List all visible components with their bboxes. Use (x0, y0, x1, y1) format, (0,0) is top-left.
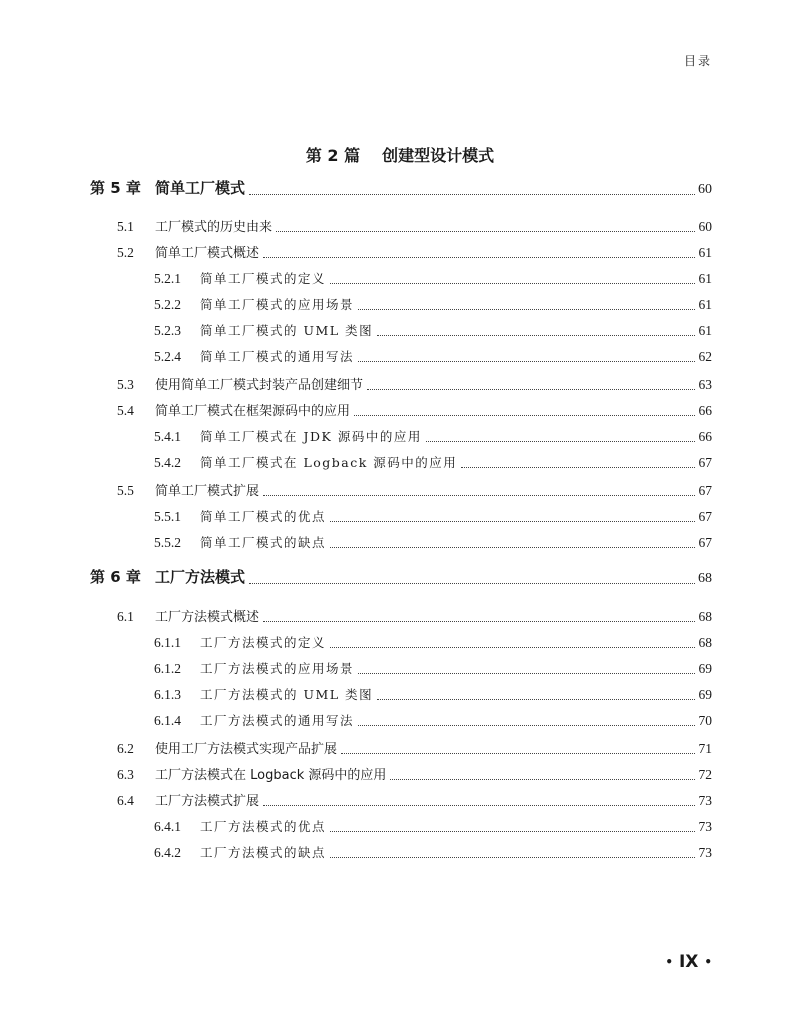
toc-entry-page: 73 (698, 819, 712, 834)
toc-leader-dots (276, 231, 695, 232)
toc-entry-number: 6.1.4 (154, 713, 181, 728)
toc-entry (0, 242, 800, 264)
toc-entry-title: 简单工厂模式的优点 (200, 509, 327, 524)
toc-entry-title: 工厂方法模式的通用写法 (200, 713, 355, 728)
part-name: 创建型设计模式 (382, 146, 495, 165)
toc-entry-title: 简单工厂模式 (155, 179, 246, 197)
part-number: 第 2 篇 (305, 146, 361, 165)
toc-entry-page: 73 (698, 845, 712, 860)
toc-leader-dots (249, 583, 695, 584)
toc-entry-number: 5.3 (117, 377, 134, 392)
toc-entry-title: 工厂方法模式概述 (155, 610, 260, 625)
toc-leader-dots (461, 467, 695, 468)
toc-leader-dots (249, 194, 695, 195)
toc-leader-dots (358, 725, 695, 726)
toc-entry-title: 工厂方法模式的优点 (200, 819, 327, 834)
toc-entry-number: 5.2 (117, 245, 134, 260)
toc-leader-dots (341, 753, 695, 754)
toc-entry-page: 70 (698, 713, 712, 728)
toc-entry-page: 67 (698, 455, 712, 470)
toc-leader-dots (377, 699, 695, 700)
toc-entry-title: 工厂方法模式在 Logback 源码中的应用 (155, 768, 387, 783)
toc-leader-dots (263, 257, 695, 258)
toc-leader-dots (358, 309, 695, 310)
toc-entry-title: 工厂方法模式的缺点 (200, 845, 327, 860)
toc-leader-dots (330, 647, 695, 648)
toc-entry-page: 73 (698, 793, 712, 808)
toc-leader-dots (330, 857, 695, 858)
toc-entry (0, 374, 800, 396)
toc-entry-page: 71 (698, 741, 712, 756)
toc-entry-title: 工厂方法模式的定义 (200, 635, 327, 650)
toc-entry-title: 使用简单工厂模式封装产品创建细节 (155, 378, 364, 393)
toc-entry (0, 842, 800, 864)
toc-entry-number: 5.4.1 (154, 429, 181, 444)
toc-entry-number: 5.2.4 (154, 349, 181, 364)
toc-entry (0, 400, 800, 422)
toc-entry-number: 6.1 (117, 609, 134, 624)
toc-entry (0, 320, 800, 342)
toc-entry-number: 5.1 (117, 219, 134, 234)
toc-entry-title: 简单工厂模式的缺点 (200, 535, 327, 550)
toc-entry-title: 简单工厂模式的 UML 类图 (200, 323, 374, 338)
toc-entry (0, 738, 800, 760)
toc-entry-page: 69 (698, 661, 712, 676)
toc-entry-number: 5.5 (117, 483, 134, 498)
toc-entry-page: 61 (698, 297, 712, 312)
toc-entry (0, 532, 800, 554)
toc-entry-title: 简单工厂模式的应用场景 (200, 297, 355, 312)
toc-entry-page: 69 (698, 687, 712, 702)
toc-entry (0, 216, 800, 238)
toc-leader-dots (263, 495, 695, 496)
toc-entry-page: 62 (698, 349, 712, 364)
toc-entry (0, 452, 800, 474)
toc-leader-dots (330, 831, 695, 832)
toc-leader-dots (263, 805, 695, 806)
toc-entry-title: 简单工厂模式的定义 (200, 271, 327, 286)
toc-entry-number: 5.2.1 (154, 271, 181, 286)
toc-entry-title: 工厂方法模式扩展 (155, 794, 260, 809)
toc-entry-title: 工厂模式的历史由来 (155, 220, 273, 235)
toc-entry-title: 简单工厂模式在 JDK 源码中的应用 (200, 429, 422, 444)
toc-leader-dots (367, 389, 695, 390)
toc-leader-dots (390, 779, 695, 780)
toc-entry-number: 5.5.2 (154, 535, 181, 550)
toc-entry-page: 61 (698, 245, 712, 260)
toc-entry-title: 工厂方法模式的 UML 类图 (200, 687, 374, 702)
toc-entry-page: 60 (698, 182, 712, 197)
toc-entry-number: 5.4 (117, 403, 134, 418)
toc-entry-number: 5.2.3 (154, 323, 181, 338)
toc-entry-number: 6.2 (117, 741, 134, 756)
toc-leader-dots (426, 441, 695, 442)
toc-leader-dots (358, 673, 695, 674)
toc-entry-page: 61 (698, 271, 712, 286)
toc-leader-dots (354, 415, 695, 416)
footer-bullet-left: • (665, 955, 674, 969)
toc-entry-page: 61 (698, 323, 712, 338)
toc-entry-page: 67 (698, 483, 712, 498)
toc-entry-number: 5.4.2 (154, 455, 181, 470)
toc-entry-number: 第 6 章 (90, 568, 141, 586)
toc-leader-dots (330, 283, 695, 284)
toc-entry-page: 68 (698, 571, 712, 586)
toc-entry-title: 工厂方法模式的应用场景 (200, 661, 355, 676)
toc-leader-dots (330, 547, 695, 548)
toc-entry-number: 5.2.2 (154, 297, 181, 312)
toc-entry-number: 第 5 章 (90, 179, 141, 197)
toc-entry-title: 使用工厂方法模式实现产品扩展 (155, 742, 338, 757)
toc-leader-dots (330, 521, 695, 522)
toc-entry-number: 6.4 (117, 793, 134, 808)
toc-entry-title: 简单工厂模式在框架源码中的应用 (155, 404, 351, 419)
toc-entry-page: 63 (698, 377, 712, 392)
toc-entry (0, 710, 800, 732)
toc-leader-dots (377, 335, 695, 336)
toc-entry-number: 6.4.1 (154, 819, 181, 834)
toc-entry (0, 268, 800, 290)
toc-entry (0, 294, 800, 316)
toc-entry (0, 480, 800, 502)
toc-entry (0, 764, 800, 786)
toc-entry (0, 426, 800, 448)
toc-entry-page: 66 (698, 429, 712, 444)
toc-entry-page: 67 (698, 535, 712, 550)
running-header: 目录 (683, 54, 712, 68)
toc-entry-number: 6.4.2 (154, 845, 181, 860)
toc-entry (0, 346, 800, 368)
toc-entry-page: 72 (698, 767, 712, 782)
toc-entry (0, 179, 800, 201)
toc-entry-page: 67 (698, 509, 712, 524)
toc-entry-title: 简单工厂模式在 Logback 源码中的应用 (200, 455, 458, 470)
toc-entry-page: 66 (698, 403, 712, 418)
footer-bullet-right: • (704, 955, 712, 969)
toc-entry-number: 6.1.2 (154, 661, 181, 676)
toc-entry-page: 68 (698, 609, 712, 624)
toc-entry-number: 6.3 (117, 767, 134, 782)
toc-entry (0, 790, 800, 812)
toc-entry-title: 简单工厂模式的通用写法 (200, 349, 355, 364)
toc-entry (0, 816, 800, 838)
toc-entry-title: 简单工厂模式概述 (155, 246, 260, 261)
page-footer (665, 952, 712, 972)
toc-leader-dots (358, 361, 695, 362)
toc-leader-dots (263, 621, 695, 622)
toc-entry-title: 简单工厂模式扩展 (155, 484, 260, 499)
toc-entry (0, 684, 800, 706)
toc-entry (0, 606, 800, 628)
toc-entry-page: 60 (698, 219, 712, 234)
toc-entry (0, 658, 800, 680)
toc-entry-page: 68 (698, 635, 712, 650)
toc-entry (0, 568, 800, 590)
page-number: IX (678, 952, 699, 972)
toc-entry-number: 6.1.1 (154, 635, 181, 650)
toc-entry (0, 632, 800, 654)
toc-entry-title: 工厂方法模式 (155, 568, 246, 586)
toc-entry-number: 5.5.1 (154, 509, 181, 524)
toc-entry (0, 506, 800, 528)
toc-entry-number: 6.1.3 (154, 687, 181, 702)
